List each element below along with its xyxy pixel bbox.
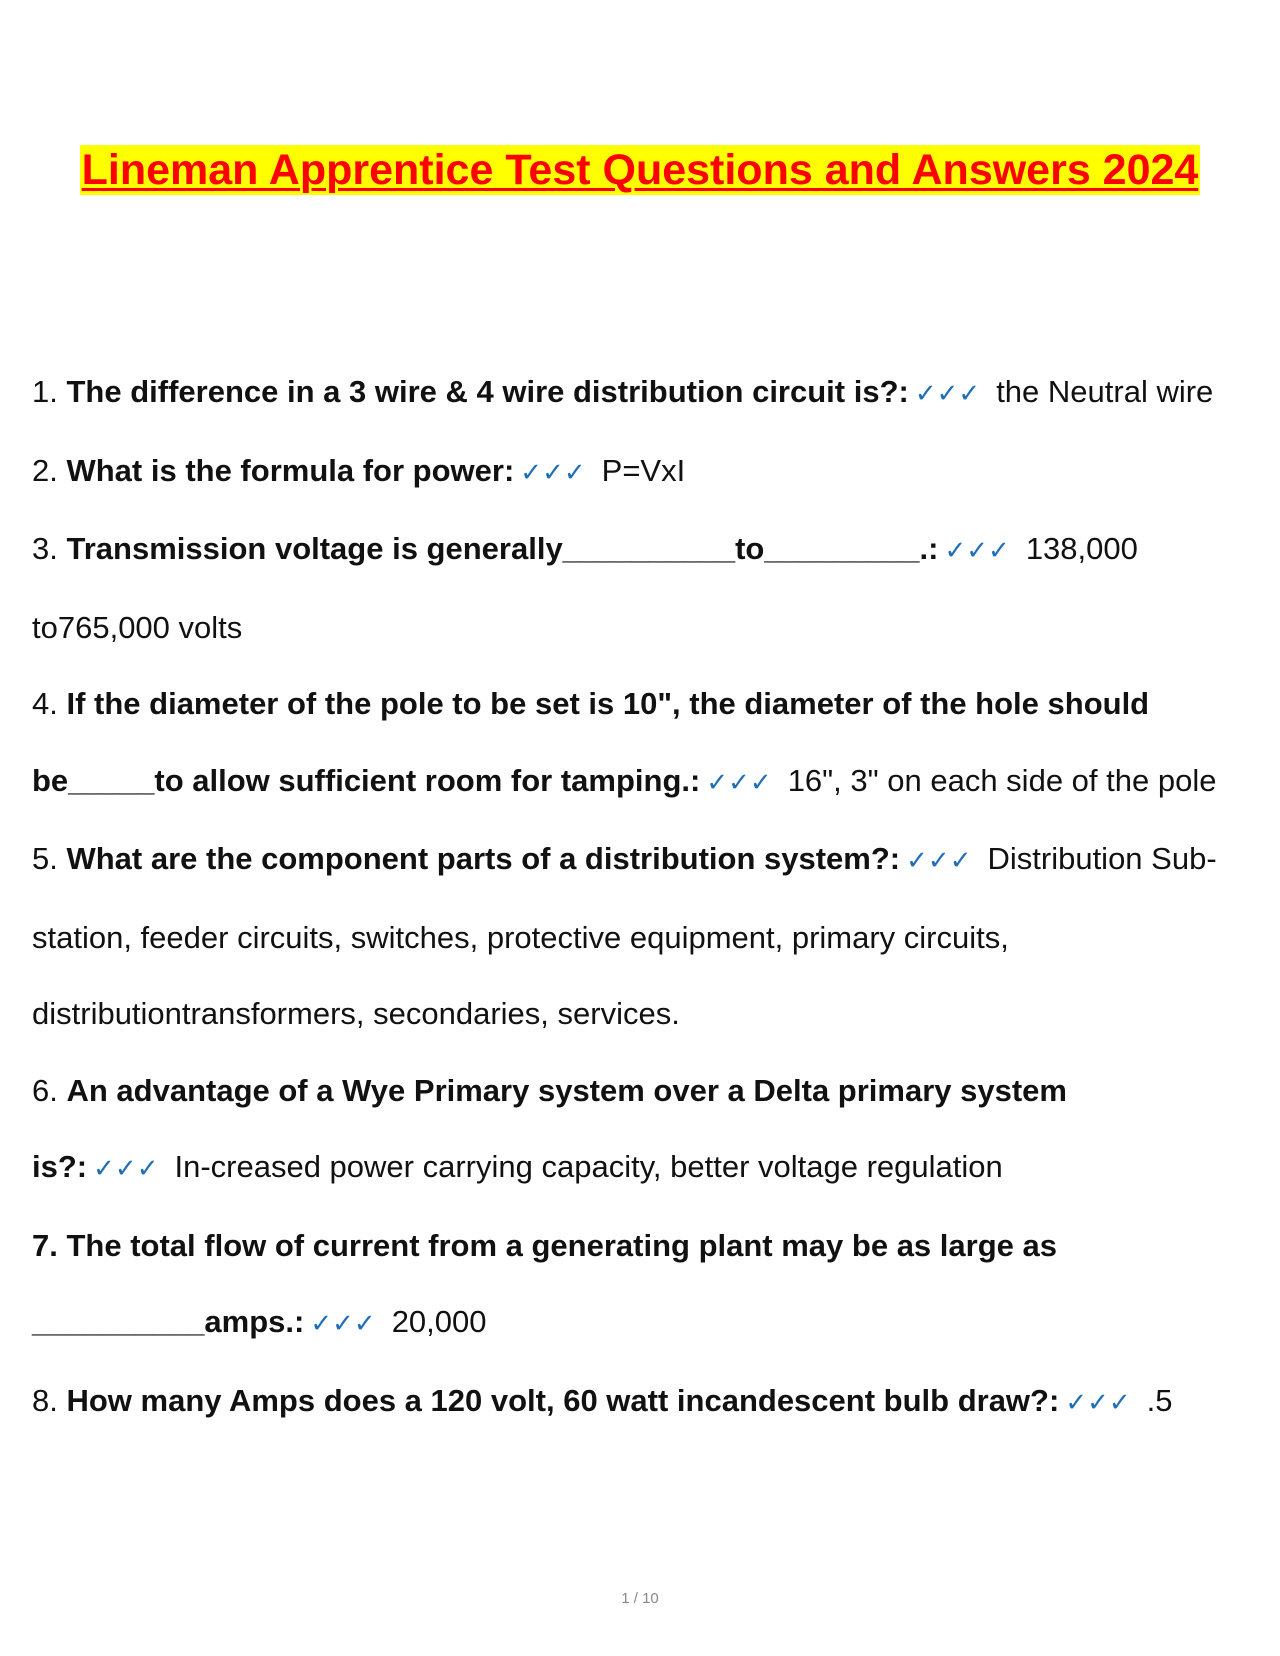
answer-text: 16", 3" on each side of the pole xyxy=(787,762,1217,798)
check-marks-icon: ✓✓✓ xyxy=(520,457,586,488)
check-marks-icon: ✓✓✓ xyxy=(914,379,981,409)
question-item-7 xyxy=(32,1208,1250,1363)
answer-text: .5 xyxy=(1146,1382,1173,1418)
question-list xyxy=(32,354,1250,1441)
answer-text: Distribution Sub- station, feeder circuits, switches, protective equipment, primary circuits, distributiontransformers, secondaries, services. xyxy=(32,841,1217,1031)
question-item-6 xyxy=(32,1053,1250,1208)
question-number: 8. xyxy=(32,1382,58,1418)
check-marks-icon: ✓✓✓ xyxy=(906,846,972,876)
question-item-3 xyxy=(32,511,1250,666)
title-container xyxy=(0,145,1280,195)
check-marks-icon: ✓✓✓ xyxy=(1065,1387,1131,1418)
page-indicator: 1 / 10 xyxy=(621,1590,659,1607)
question-text: An advantage of a Wye Primary system over a Delta primary system is?: xyxy=(32,1072,1067,1184)
check-marks-icon: ✓✓✓ xyxy=(944,536,1010,566)
question-text: What is the formula for power: xyxy=(66,452,515,488)
answer-text: the Neutral wire xyxy=(996,374,1214,409)
question-text: Transmission voltage is generally__________to_________.: xyxy=(66,531,939,566)
check-marks-icon: ✓✓✓ xyxy=(93,1154,159,1184)
question-item-4 xyxy=(32,666,1250,821)
question-item-2 xyxy=(32,433,1250,512)
answer-text: P=VxI xyxy=(601,452,686,488)
question-number: 1. xyxy=(32,374,58,409)
question-text: If the diameter of the pole to be set is 10", the diameter of the hole should be_____to allow sufficient room for tamping.: xyxy=(32,686,1150,798)
question-text: The total flow of current from a generating plant may be as large as __________amps.: xyxy=(32,1227,1057,1339)
question-text: What are the component parts of a distribution system?: xyxy=(66,841,901,876)
check-marks-icon: ✓✓✓ xyxy=(706,767,772,798)
check-marks-icon: ✓✓✓ xyxy=(310,1309,376,1339)
question-number: 7. xyxy=(32,1227,58,1263)
question-item-1 xyxy=(32,354,1250,433)
question-number: 2. xyxy=(32,452,58,488)
question-text: The difference in a 3 wire & 4 wire distribution circuit is?: xyxy=(66,374,909,409)
page-title: Lineman Apprentice Test Questions and Answers 2024 xyxy=(81,146,1199,194)
question-number: 4. xyxy=(32,686,58,721)
answer-text: 20,000 xyxy=(391,1304,487,1339)
question-number: 5. xyxy=(32,841,58,876)
answer-text: 138,000 to765,000 volts xyxy=(32,531,1138,645)
question-item-8 xyxy=(32,1363,1250,1442)
question-number: 3. xyxy=(32,531,58,566)
question-text: How many Amps does a 120 volt, 60 watt incandescent bulb draw?: xyxy=(66,1382,1060,1418)
question-item-5 xyxy=(32,821,1250,1053)
question-number: 6. xyxy=(32,1072,58,1108)
answer-text: In-creased power carrying capacity, better voltage regulation xyxy=(174,1149,1003,1184)
